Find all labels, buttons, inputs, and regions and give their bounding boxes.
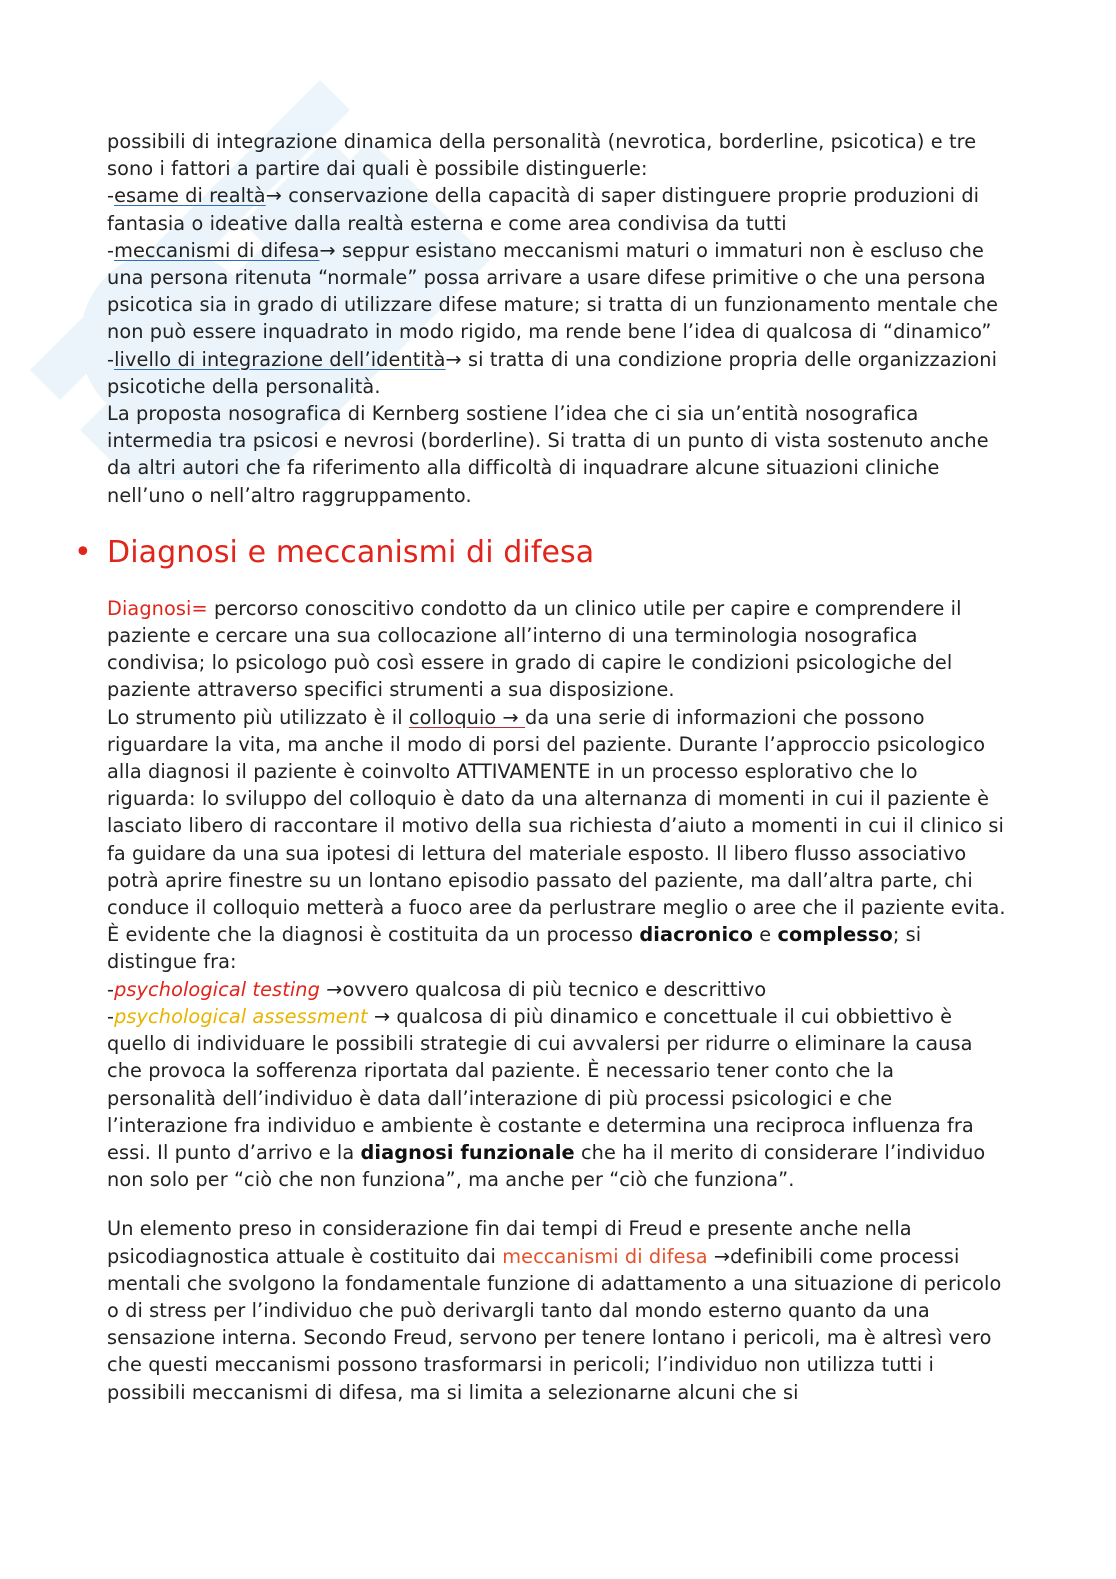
difesa-text: →definibili come processi mentali che svolgono la fondamentale funzione di adattamento a una situazione di pericolo o di stress per l’individuo che può derivargli tanto dal mondo esterno quanto da una sensazione interna. Secondo Freud, servono per tenere lontano i pericoli, ma è altresì vero che questi meccanismi possono trasformarsi in pericoli; l’individuo non utilizza tutti i possibili meccanismi di difesa, ma si limita a selezionarne alcuni che si (107, 1244, 1002, 1404)
list-dash: - (107, 1004, 115, 1028)
term-diagnosi: Diagnosi= (107, 596, 208, 620)
evidente-paragraph (107, 921, 1007, 1193)
testing-text: →ovvero qualcosa di più tecnico e descrittivo (319, 977, 767, 1001)
intro-paragraph (107, 128, 1007, 400)
kernberg-paragraph: La proposta nosografica di Kernberg sostiene l’idea che ci sia un’entità nosografica intermedia tra psicosi e nevrosi (borderline). Si tratta di un punto di vista sostenuto anche da altri autori che fa riferimento alla difficoltà di inquadrare alcune situazioni cliniche nell’uno o nell’altro raggruppamento. (107, 402, 989, 507)
item-text: seppur esistano meccanismi maturi o immaturi non è escluso che una persona ritenuta “normale” possa arrivare a usare difese primitive o che una persona psicotica sia in grado di utilizzare difese mature; si tratta di un funzionamento mentale che non può essere inquadrato in modo rigido, ma rende bene l’idea di qualcosa di “dinamico” (107, 238, 999, 344)
difesa-paragraph (107, 1215, 1007, 1405)
diagnosi-text: percorso conoscitivo condotto da un clinico utile per capire e comprendere il paziente e cercare una sua collocazione all’interno di una terminologia nosografica condivisa; lo psicologo può così essere in grado di capire le condizioni psicologiche del paziente attraverso specifici strumenti a sua disposizione. (107, 596, 962, 702)
section-heading (74, 533, 1007, 573)
bold-diagnosi-funzionale: diagnosi funzionale (360, 1140, 575, 1164)
colloquio-paragraph (107, 704, 1007, 922)
difesa-intro: Un elemento preso in considerazione fin dai tempi di Freud e presente anche nella psicodiagnostica attuale è costituito dai (107, 1217, 912, 1268)
list-dash: - (107, 238, 115, 262)
evidente-text: È evidente che la diagnosi è costituita da un processo (107, 923, 640, 947)
term-psychological-testing: psychological testing (114, 977, 320, 1001)
list-dash: - (107, 347, 115, 371)
document-page (74, 128, 1007, 1406)
colloquio-text: da una serie di informazioni che possono riguardare la vita, ma anche il modo di porsi del paziente. Durante l’approccio psicologico alla diagnosi il paziente è coinvolto ATTIVAMENTE in un processo esplorativo che lo riguarda: lo sviluppo del colloquio è dato da una alternanza di momenti in cui il paziente è lasciato libero di raccontare il motivo della sua richiesta d’aiuto a momenti in cui il clinico si fa guidare da una sua ipotesi di lettura del materiale esposto. Il libero flusso associativo potrà aprire finestre su un lontano episodio passato del paziente, ma dall’altra parte, chi conduce il colloquio metterà a fuoco aree da perlustrare meglio o aree che il paziente evita. (107, 705, 1006, 920)
bold-diacronico: diacronico (639, 923, 754, 947)
arrow-icon: → (265, 184, 282, 208)
assessment-text: → qualcosa di più dinamico e concettuale il cui obbiettivo è quello di individuare le possibili strategie di cui avvalersi per ridurre o eliminare la causa che provoca la sofferenza riportata dal paziente. È necessario tener conto che la personalità dell’individuo è data dall’interazione di più processi psicologici e che l’interazione fra individuo e ambiente è costante e determina una reciproca influenza fra essi. Il punto d’arrivo e la (107, 1004, 974, 1164)
item-text: si tratta di una condizione propria delle organizzazioni psicotiche della personalità. (107, 347, 998, 398)
evidente-conj: e (753, 923, 778, 947)
intro-text: possibili di integrazione dinamica della personalità (nevrotica, borderline, psicotica) e tre sono i fattori a partire dai quali è possibile distinguerle: (107, 130, 977, 181)
term-psychological-assessment: psychological assessment (114, 1004, 368, 1028)
arrow-icon: → (445, 347, 462, 371)
list-dash: - (107, 977, 115, 1001)
term-meccanismi-difesa: meccanismi di difesa (502, 1244, 708, 1268)
assessment-end: che ha il merito di considerare l’individuo non solo per “ciò che non funziona”, ma anche per “ciò che funziona”. (107, 1140, 986, 1192)
term-colloquio: colloquio → (408, 705, 526, 729)
bullet-icon: • (74, 534, 92, 570)
list-dash: - (107, 184, 115, 208)
arrow-icon: → (319, 238, 336, 262)
section-title: Diagnosi e meccanismi di difesa (107, 534, 595, 570)
paragraph-spacer (107, 1193, 1007, 1215)
bold-complesso: complesso (777, 923, 893, 947)
evidente-end: ; si distingue fra: (107, 923, 922, 974)
term-esame-di-realta: esame di realtà (114, 184, 266, 208)
item-text: conservazione della capacità di saper distinguere proprie produzioni di fantasia o ideative dalla realtà esterna e come area condivisa da tutti (107, 184, 980, 235)
term-livello-integrazione: livello di integrazione dell’identità (114, 347, 446, 371)
diagnosi-paragraph (107, 595, 1007, 704)
colloquio-intro: Lo strumento più utilizzato è il (107, 705, 409, 729)
term-meccanismi-di-difesa: meccanismi di difesa (114, 238, 320, 262)
